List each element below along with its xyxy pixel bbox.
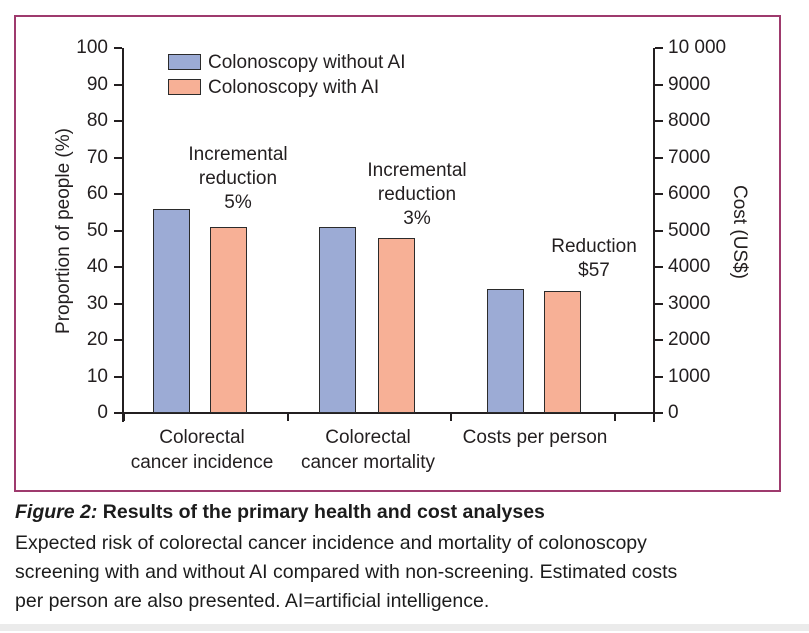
right-axis-tick [655,339,663,341]
left-axis-tick-label: 30 [86,292,108,314]
right-axis-tick-label: 5000 [668,219,711,241]
left-axis-tick [114,230,122,232]
legend-label-without-ai: Colonoscopy without AI [208,52,406,73]
left-axis-tick [114,266,122,268]
figure-panel: 0 10 20 30 40 50 60 70 80 90 100 0 1000 2000 3000 4000 5000 6000 7000 8000 9000 10 000 Colorectal cancer incidence Incremental reduction 5% Colorectal cancer mortality Incremental reduction 3% Costs per person Reduction $57 Colonoscopy without AI Colonoscopy with AI Proportion of people (%) Cost (US$) [14,15,781,492]
right-axis-tick [655,157,663,159]
left-axis-tick-label: 40 [86,256,108,277]
left-axis-tick-label: 50 [86,219,108,241]
category-label-line: cancer incidence [130,452,274,473]
left-y-axis [122,48,124,422]
category-label-line: cancer mortality [300,452,436,473]
x-axis-tick [123,413,125,421]
right-axis-tick [655,230,663,232]
left-axis-tick-label: 90 [86,73,108,95]
annotation-line: 3% [403,208,431,229]
figure-caption [15,500,705,616]
bar-annotation [499,235,689,283]
bar-with-ai [544,291,581,413]
left-axis-tick [114,303,122,305]
category-label-line: Colorectal [159,427,245,448]
left-axis-tick-label: 20 [86,329,108,350]
right-axis-tick-label: 10 000 [668,37,727,58]
legend-swatch-with-ai-icon [168,79,201,95]
left-axis-tick [114,157,122,159]
right-axis-tick-label: 6000 [668,183,711,204]
annotation-line: reduction [198,168,278,189]
annotation-line: 5% [224,192,252,213]
category-label [440,425,630,450]
right-axis-tick [655,412,663,414]
category-label [273,425,463,475]
category-label [107,425,297,475]
bar-without-ai [153,209,190,413]
left-axis-tick [114,376,122,378]
right-axis-tick-label: 1000 [668,365,711,387]
right-axis-tick-label: 9000 [668,73,711,95]
category-label-line: Colorectal [325,427,411,448]
right-axis-tick-label: 0 [668,402,679,423]
annotation-line: reduction [377,184,457,205]
bar-annotation [322,159,512,231]
x-axis-tick [614,413,616,421]
right-axis-tick [655,193,663,195]
right-axis-tick-label: 3000 [668,292,711,314]
bar-with-ai [378,238,415,413]
left-axis-tick [114,412,122,414]
right-axis-tick-label: 7000 [668,146,711,168]
right-axis-tick-label: 4000 [668,256,711,277]
annotation-line: $57 [578,260,610,281]
caption-figure-label: Figure 2: [15,501,98,523]
category-label-line: Costs per person [462,427,608,448]
bar-with-ai [210,227,247,413]
left-axis-tick [114,339,122,341]
caption-title [15,500,705,524]
annotation-line: Incremental [367,160,467,181]
left-axis-tick-label: 80 [86,110,108,131]
right-axis-tick [655,120,663,122]
left-axis-tick [114,193,122,195]
right-axis-tick [655,47,663,49]
legend-label-with-ai: Colonoscopy with AI [208,77,380,98]
x-axis-tick [287,413,289,421]
annotation-line: Incremental [188,144,288,165]
left-axis-tick-label: 0 [97,402,108,423]
left-axis-tick [114,84,122,86]
left-axis-tick-label: 10 [86,365,108,387]
right-axis-tick-label: 8000 [668,110,711,131]
bottom-divider [0,624,809,631]
annotation-line: Reduction [551,236,637,257]
left-axis-tick-label: 100 [76,37,108,58]
x-axis-tick [450,413,452,421]
right-axis-tick [655,84,663,86]
caption-title-text: Results of the primary health and cost analyses [97,501,545,523]
right-axis-tick [655,376,663,378]
left-axis-tick-label: 70 [86,146,108,168]
left-axis-tick [114,120,122,122]
caption-body: Expected risk of colorectal cancer incidence and mortality of colonoscopy screening with and without AI compared with non-screening. Estimated costs per person are also presented. AI=artificial intelligence. [15,532,678,612]
bar-without-ai [319,227,356,413]
right-axis-tick-label: 2000 [668,329,711,350]
legend-swatch-without-ai-icon [168,54,201,70]
right-axis-tick [655,303,663,305]
left-axis-tick [114,47,122,49]
bar-without-ai [487,289,524,413]
bar-annotation [143,143,333,215]
left-axis-tick-label: 60 [86,183,108,204]
